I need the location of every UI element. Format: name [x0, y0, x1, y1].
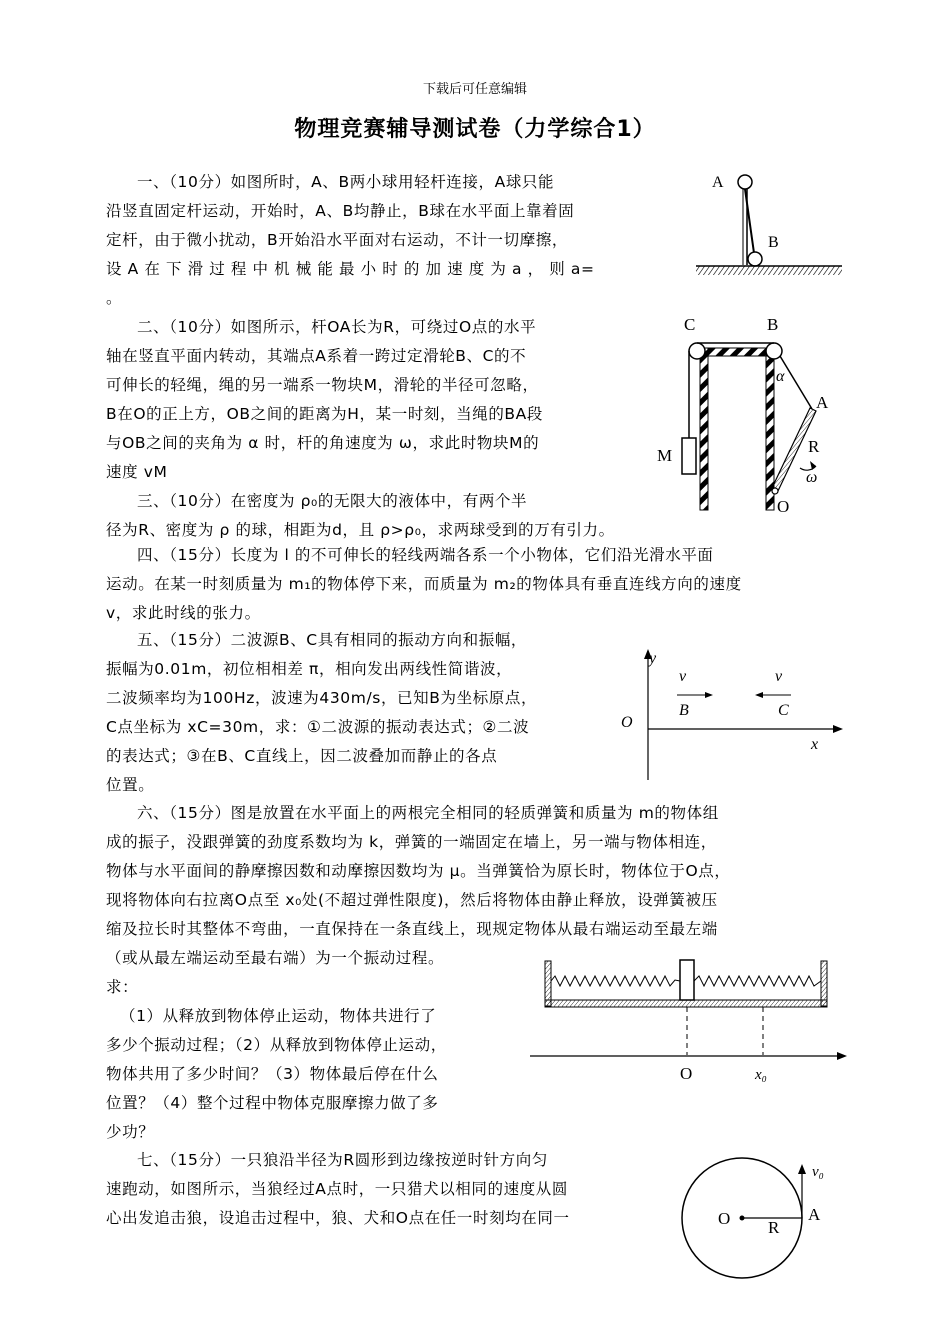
- q5-figure: [615, 645, 850, 785]
- q7-figure: [680, 1150, 850, 1290]
- q5-label-y: y: [649, 650, 657, 667]
- q2-line: 与OB之间的夹角为 α 时，杆的角速度为 ω，求此时物块M的: [106, 434, 540, 452]
- q5-line: 五、（15分）二波源B、C具有相同的振动方向和振幅，: [137, 631, 528, 649]
- q2-line: 二、（10分）如图所示，杆OA长为R，可绕过O点的水平: [137, 318, 537, 336]
- pulley-c: [689, 343, 705, 359]
- ball-a: [738, 175, 752, 189]
- q5-label-v1: v: [679, 668, 687, 685]
- q1-line: 沿竖直固定杆运动，开始时，A、B均静止，B球在水平面上靠着固: [106, 202, 575, 220]
- q1-line: 一、（10分）如图所时，A、B两小球用轻杆连接，A球只能: [137, 173, 555, 191]
- question-3: [106, 487, 726, 545]
- page-header: 下载后可任意编辑: [422, 82, 527, 97]
- q7-line: 心出发追击狼，设追击过程中，狼、犬和O点在任一时刻均在同一: [106, 1209, 570, 1227]
- q4-line: v，求此时线的张力。: [106, 604, 261, 622]
- q3-line: 三、（10分）在密度为 ρ₀的无限大的液体中，有两个半: [137, 492, 528, 510]
- block-m: [682, 438, 696, 474]
- q6-line: （1）从释放到物体停止运动，物体共进行了: [120, 1007, 437, 1025]
- q7-label-v0: v₀: [812, 1164, 824, 1180]
- q6-figure: [525, 955, 855, 1090]
- ball-b: [748, 252, 762, 266]
- q6-line: 多少个振动过程；（2）从释放到物体停止运动，: [106, 1036, 447, 1054]
- question-2: [106, 313, 666, 487]
- q2-label-alpha: α: [776, 368, 785, 385]
- q1-label-a: A: [712, 174, 724, 191]
- q2-label-m: M: [657, 446, 673, 465]
- q5-line: 二波频率均为100Hz，波速为430m/s，已知B为坐标原点，: [106, 689, 538, 707]
- q5-line: 的表达式；③在B、C直线上，因二波叠加而静止的各点: [106, 747, 498, 765]
- q7-label-r: R: [768, 1218, 780, 1237]
- question-1: [106, 168, 684, 313]
- q2-label-c: C: [684, 315, 696, 334]
- q6-label-o: O: [680, 1064, 693, 1083]
- q6-line: （或从最左端运动至最右端）为一个振动过程。: [106, 949, 445, 967]
- q5-label-c: C: [778, 702, 789, 719]
- q5-label-x: x: [811, 736, 819, 753]
- question-7: [106, 1146, 666, 1233]
- q7-line: 七、（15分）一只狼沿半径为R圆形到边缘按逆时针方向匀: [137, 1151, 548, 1169]
- q1-figure: [690, 165, 850, 280]
- q6-line: 物体共用了多少时间？（3）物体最后停在什么: [106, 1065, 439, 1083]
- q2-label-o: O: [777, 497, 790, 516]
- q5-line: 振幅为0.01m，初位相相差 π，相向发出两线性简谐波，: [106, 660, 513, 678]
- question-4: [106, 541, 866, 628]
- q5-label-o: O: [621, 714, 633, 731]
- q6-line: 物体与水平面间的静摩擦因数和动摩擦因数均为 μ。当弹簧恰为原长时，物体位于O点，: [106, 862, 731, 880]
- q1-label-b: B: [768, 234, 779, 251]
- q2-label-omega: ω: [806, 469, 818, 486]
- q5-line: 位置。: [106, 776, 155, 794]
- q2-label-a: A: [816, 393, 829, 412]
- q6-line: 位置？（4）整个过程中物体克服摩擦力做了多: [106, 1094, 439, 1112]
- q5-label-b: B: [679, 702, 689, 719]
- q2-line: 轴在竖直平面内转动，其端点A系着一跨过定滑轮B、C的不: [106, 347, 527, 365]
- q6-line: 现将物体向右拉离O点至 x₀处(不超过弹性限度)，然后将物体由静止释放，设弹簧被压: [106, 891, 718, 909]
- q1-line: 。: [106, 289, 123, 307]
- q7-label-a: A: [808, 1205, 821, 1224]
- q2-line: 速度 vM: [106, 463, 168, 481]
- q1-line: 定杆，由于微小扰动，B开始沿水平面对右运动，不计一切摩擦，: [106, 231, 569, 249]
- q7-label-o: O: [718, 1209, 731, 1228]
- q7-line: 速跑动，如图所示，当狼经过A点时，一只猎犬以相同的速度从圆: [106, 1180, 569, 1198]
- q6-line: 缩及拉长时其整体不弯曲，一直保持在一条直线上，现规定物体从最右端运动至最左端: [106, 920, 718, 938]
- q1-line: 设 A 在 下 滑 过 程 中 机 械 能 最 小 时 的 加 速 度 为 a ， 则 a=: [106, 260, 595, 278]
- q5-line: C点坐标为 xC=30m，求：①二波源的振动表达式；②二波: [106, 718, 530, 736]
- q6-line: 少功？: [106, 1123, 155, 1141]
- page-title: 物理竞赛辅导测试卷（力学综合1）: [294, 117, 656, 142]
- question-5: [106, 626, 626, 800]
- q6-line: 求：: [106, 978, 139, 996]
- q6-line: 六、（15分）图是放置在水平面上的两根完全相同的轻质弹簧和质量为 m的物体组: [137, 804, 719, 822]
- q3-line: 径为R、密度为 ρ 的球，相距为d，且 ρ>ρ₀，求两球受到的万有引力。: [106, 521, 615, 539]
- q4-line: 四、（15分）长度为 l 的不可伸长的轻线两端各系一个小物体，它们沿光滑水平面: [137, 546, 714, 564]
- q4-line: 运动。在某一时刻质量为 m₁的物体停下来，而质量为 m₂的物体具有垂直连线方向的速度: [106, 575, 742, 593]
- q5-label-v2: v: [775, 668, 783, 685]
- q2-label-b: B: [767, 315, 779, 334]
- mass-block: [680, 960, 694, 1000]
- q2-line: 可伸长的轻绳，绳的另一端系一物块M，滑轮的半径可忽略，: [106, 376, 539, 394]
- q2-label-r: R: [808, 437, 820, 456]
- q2-line: B在O的正上方，OB之间的距离为H，某一时刻，当绳的BA段: [106, 405, 543, 423]
- q6-label-x0: x₀: [755, 1067, 767, 1083]
- q6-line: 成的振子，没跟弹簧的劲度系数均为 k，弹簧的一端固定在墙上，另一端与物体相连，: [106, 833, 717, 851]
